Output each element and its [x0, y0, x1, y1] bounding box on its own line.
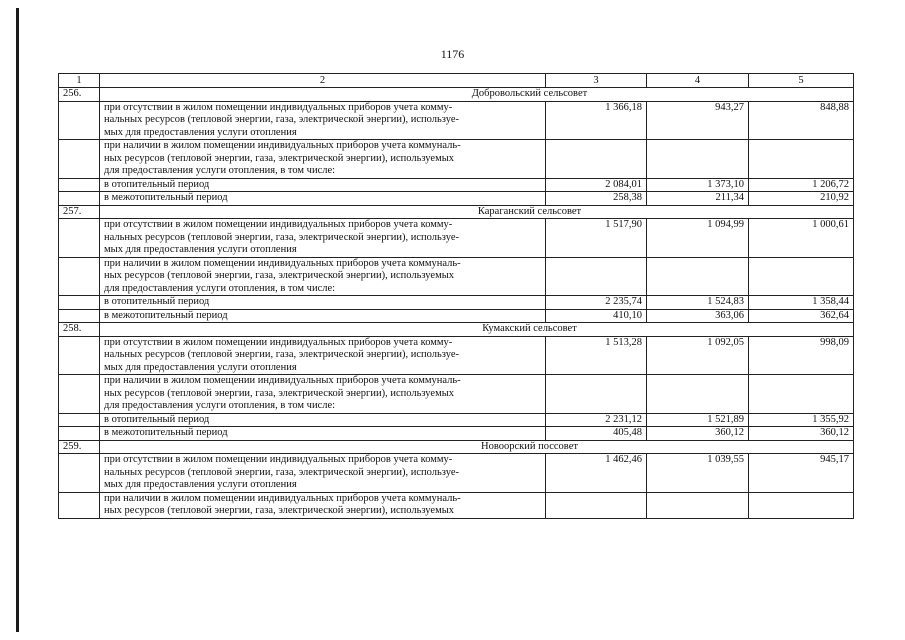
row-description — [100, 219, 546, 258]
table-row — [59, 178, 854, 192]
row-number-cell — [59, 192, 100, 206]
value-col5: 848,88 — [749, 101, 854, 140]
description-line: ных ресурсов (тепловой энергии, газа, электрической энергии), используемых — [104, 270, 455, 281]
row-description — [100, 101, 546, 140]
section-row — [59, 88, 854, 102]
description-line: в отопительный период — [104, 296, 210, 307]
value-col3: 2 231,12 — [546, 413, 647, 427]
row-number-cell — [59, 257, 100, 296]
description-line: при отсутствии в жилом помещении индивидуальных приборов учета комму- — [104, 454, 453, 465]
table-row — [59, 454, 854, 493]
description-line: в межотопительный период — [104, 427, 228, 438]
row-description — [100, 257, 546, 296]
value-col3: 2 235,74 — [546, 296, 647, 310]
value-col5: 1 206,72 — [749, 178, 854, 192]
section-number: 257. — [59, 205, 100, 219]
row-description — [100, 427, 546, 441]
section-name: Новоорский поссовет — [100, 440, 854, 454]
description-line: ных ресурсов (тепловой энергии, газа, электрической энергии), используемых — [104, 505, 455, 516]
value-col4: 1 521,89 — [647, 413, 749, 427]
value-col5 — [749, 257, 854, 296]
value-col5 — [749, 492, 854, 518]
row-description — [100, 375, 546, 414]
value-col4: 1 094,99 — [647, 219, 749, 258]
row-description — [100, 140, 546, 179]
description-line: в межотопительный период — [104, 192, 228, 203]
description-line: при наличии в жилом помещении индивидуальных приборов учета коммуналь- — [104, 257, 461, 269]
value-col3: 1 366,18 — [546, 101, 647, 140]
description-line: мых для предоставления услуги отопления — [104, 479, 297, 490]
value-col5 — [749, 140, 854, 179]
description-line: мых для предоставления услуги отопления — [104, 244, 297, 255]
description-line: при наличии в жилом помещении индивидуальных приборов учета коммуналь- — [104, 140, 461, 151]
table-row — [59, 192, 854, 206]
scan-edge-bar — [16, 8, 19, 632]
row-number-cell — [59, 375, 100, 414]
description-line: при отсутствии в жилом помещении индивидуальных приборов учета комму- — [104, 336, 453, 348]
value-col5: 362,64 — [749, 309, 854, 323]
header-row — [59, 74, 854, 88]
value-col3: 1 517,90 — [546, 219, 647, 258]
description-line: ных ресурсов (тепловой энергии, газа, электрической энергии), используемых — [104, 387, 455, 399]
section-row — [59, 205, 854, 219]
value-col4 — [647, 375, 749, 414]
row-number-cell — [59, 101, 100, 140]
section-number: 258. — [59, 323, 100, 337]
description-line: нальных ресурсов (тепловой энергии, газа, электрической энергии), используе- — [104, 466, 459, 478]
row-number-cell — [59, 492, 100, 518]
value-col3 — [546, 375, 647, 414]
value-col3 — [546, 257, 647, 296]
value-col4 — [647, 140, 749, 179]
table-row — [59, 336, 854, 375]
description-line: ных ресурсов (тепловой энергии, газа, электрической энергии), используемых — [104, 152, 455, 164]
row-description — [100, 454, 546, 493]
value-col3: 1 513,28 — [546, 336, 647, 375]
table-row — [59, 413, 854, 427]
header-cell: 3 — [546, 74, 647, 88]
row-description — [100, 336, 546, 375]
row-description — [100, 296, 546, 310]
description-line: для предоставления услуги отопления, в том числе: — [104, 400, 336, 411]
value-col3: 405,48 — [546, 427, 647, 441]
section-name: Кумакский сельсовет — [100, 323, 854, 337]
description-line: при отсутствии в жилом помещении индивидуальных приборов учета комму- — [104, 101, 453, 113]
value-col3 — [546, 140, 647, 179]
value-col4 — [647, 492, 749, 518]
value-col4 — [647, 257, 749, 296]
row-description — [100, 492, 546, 518]
value-col4: 1 092,05 — [647, 336, 749, 375]
value-col5: 360,12 — [749, 427, 854, 441]
row-number-cell — [59, 309, 100, 323]
row-number-cell — [59, 413, 100, 427]
section-row — [59, 323, 854, 337]
section-row — [59, 440, 854, 454]
description-line: при отсутствии в жилом помещении индивидуальных приборов учета комму- — [104, 219, 453, 230]
description-line: мых для предоставления услуги отопления — [104, 361, 297, 373]
page-number: 1176 — [440, 47, 465, 61]
description-line: для предоставления услуги отопления, в том числе: — [104, 165, 336, 176]
value-col3: 1 462,46 — [546, 454, 647, 493]
value-col4: 943,27 — [647, 101, 749, 140]
section-number: 259. — [59, 440, 100, 454]
value-col3: 258,38 — [546, 192, 647, 206]
row-number-cell — [59, 336, 100, 375]
description-line: нальных ресурсов (тепловой энергии, газа, электрической энергии), используе- — [104, 231, 459, 243]
section-name: Караганский сельсовет — [100, 205, 854, 219]
table-row — [59, 309, 854, 323]
value-col3: 410,10 — [546, 309, 647, 323]
value-col3: 2 084,01 — [546, 178, 647, 192]
description-line: в межотопительный период — [104, 309, 228, 321]
table-row — [59, 492, 854, 518]
value-col5: 998,09 — [749, 336, 854, 375]
row-description — [100, 192, 546, 206]
description-line: при наличии в жилом помещении индивидуальных приборов учета коммуналь- — [104, 375, 461, 386]
row-number-cell — [59, 427, 100, 441]
description-line: при наличии в жилом помещении индивидуальных приборов учета коммуналь- — [104, 492, 461, 504]
value-col5: 210,92 — [749, 192, 854, 206]
value-col5: 1 000,61 — [749, 219, 854, 258]
row-number-cell — [59, 454, 100, 493]
header-cell: 2 — [100, 74, 546, 88]
row-description — [100, 178, 546, 192]
value-col5: 945,17 — [749, 454, 854, 493]
description-line: в отопительный период — [104, 413, 210, 425]
header-cell: 4 — [647, 74, 749, 88]
value-col5: 1 355,92 — [749, 413, 854, 427]
table-row — [59, 101, 854, 140]
value-col3 — [546, 492, 647, 518]
description-line: нальных ресурсов (тепловой энергии, газа, электрической энергии), используе- — [104, 349, 459, 360]
table-row — [59, 219, 854, 258]
value-col5 — [749, 375, 854, 414]
table-row — [59, 427, 854, 441]
value-col4: 1 524,83 — [647, 296, 749, 310]
value-col5: 1 358,44 — [749, 296, 854, 310]
row-description — [100, 309, 546, 323]
table-row — [59, 375, 854, 414]
table-row — [59, 140, 854, 179]
description-line: для предоставления услуги отопления, в том числе: — [104, 282, 336, 294]
table-row — [59, 296, 854, 310]
row-number-cell — [59, 296, 100, 310]
value-col4: 1 373,10 — [647, 178, 749, 192]
row-number-cell — [59, 140, 100, 179]
description-line: мых для предоставления услуги отопления — [104, 126, 297, 138]
section-name: Добровольский сельсовет — [100, 88, 854, 102]
header-cell: 5 — [749, 74, 854, 88]
value-col4: 363,06 — [647, 309, 749, 323]
row-description — [100, 413, 546, 427]
header-cell: 1 — [59, 74, 100, 88]
section-number: 256. — [59, 88, 100, 102]
description-line: нальных ресурсов (тепловой энергии, газа, электрической энергии), используе- — [104, 114, 459, 125]
value-col4: 360,12 — [647, 427, 749, 441]
description-line: в отопительный период — [104, 178, 210, 190]
row-number-cell — [59, 219, 100, 258]
value-col4: 211,34 — [647, 192, 749, 206]
value-col4: 1 039,55 — [647, 454, 749, 493]
table-row — [59, 257, 854, 296]
row-number-cell — [59, 178, 100, 192]
tariff-table — [58, 73, 854, 519]
